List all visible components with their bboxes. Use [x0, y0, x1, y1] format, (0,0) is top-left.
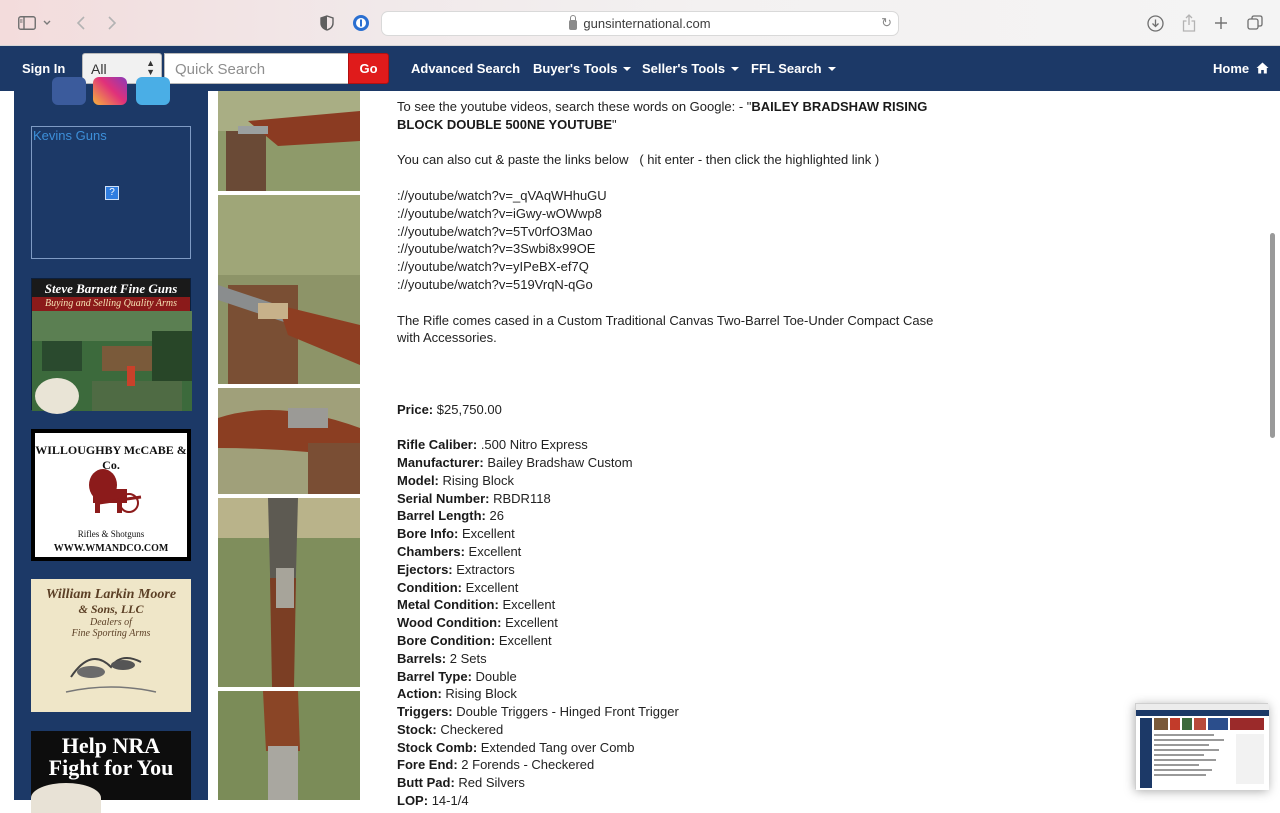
buyers-tools-label: Buyer's Tools — [533, 61, 618, 76]
spec-row — [397, 703, 977, 721]
listing-description — [397, 98, 977, 810]
advanced-search-link[interactable]: Advanced Search — [411, 61, 521, 76]
rifle-photo-3[interactable] — [218, 388, 360, 494]
kevins-guns-ad[interactable] — [31, 126, 191, 259]
spec-value: Excellent — [465, 579, 519, 595]
spec-label: Wood Condition: — [397, 615, 502, 631]
price-label: Price: — [397, 401, 434, 417]
download-icon[interactable] — [1144, 12, 1166, 34]
youtube-link: ://youtube/watch?v=iGwy-wOWwp8 — [397, 205, 602, 221]
quick-search-input[interactable]: Quick Search — [164, 53, 349, 84]
spec-label: Model: — [397, 472, 439, 488]
rifle-photo-1[interactable] — [218, 91, 360, 191]
spec-label: Condition: — [397, 579, 462, 595]
go-button[interactable]: Go — [348, 53, 389, 84]
spec-value: Excellent — [505, 615, 558, 631]
spec-value: Rising Block — [442, 472, 515, 488]
spec-value: 26 — [489, 508, 504, 524]
ffl-search-menu[interactable] — [751, 61, 836, 76]
password-icon[interactable] — [350, 12, 372, 34]
spec-label: Triggers: — [397, 704, 453, 720]
spec-row — [397, 792, 977, 810]
price-value: $25,750.00 — [436, 401, 502, 417]
spec-value: Extended Tang over Comb — [480, 739, 635, 755]
willoughby-mccabe-ad[interactable] — [31, 429, 191, 561]
home-label: Home — [1213, 61, 1250, 76]
spec-value: .500 Nitro Express — [480, 437, 588, 453]
eagle-image — [31, 783, 101, 813]
spec-label: Bore Info: — [397, 526, 459, 542]
spec-row — [397, 739, 977, 757]
spec-row — [397, 721, 977, 739]
youtube-intro — [397, 98, 972, 134]
spec-row — [397, 650, 977, 668]
moore-title-1: William Larkin Moore — [45, 587, 177, 602]
intro-prefix: To see the youtube videos, search these words on Google: - " — [397, 99, 752, 114]
spec-value: Double Triggers - Hinged Front Trigger — [456, 704, 679, 720]
spec-value: Extractors — [456, 561, 515, 577]
links-note: You can also cut & paste the links below ( hit enter - then click the highlighted link ) — [397, 152, 880, 168]
spec-label: LOP: — [397, 793, 429, 809]
spec-label: Metal Condition: — [397, 597, 499, 613]
spec-label: Bore Condition: — [397, 632, 496, 648]
spec-value: 2 Sets — [449, 650, 487, 666]
home-link[interactable] — [1213, 61, 1269, 76]
broken-image-icon: ? — [105, 186, 119, 200]
barnett-title: Steve Barnett Fine Guns — [32, 279, 190, 297]
screenshot-thumbnail[interactable] — [1135, 703, 1268, 789]
spec-value: Excellent — [462, 526, 515, 542]
spec-value: 14-1/4 — [431, 793, 469, 809]
spec-value: Excellent — [502, 597, 556, 613]
sellers-tools-menu[interactable] — [642, 61, 739, 76]
spec-value: Red Silvers — [458, 775, 525, 791]
price-row — [397, 401, 977, 419]
spec-row — [397, 685, 977, 703]
intro-search-terms: BAILEY BRADSHAW RISING BLOCK DOUBLE 500NE YOUTUBE — [397, 99, 928, 132]
spec-value: Checkered — [440, 721, 504, 737]
back-icon[interactable] — [70, 12, 92, 34]
spec-row — [397, 614, 977, 632]
moore-sub-1: Dealers of — [90, 617, 132, 628]
spec-value: Bailey Bradshaw Custom — [487, 454, 633, 470]
share-icon[interactable] — [1178, 12, 1200, 34]
moore-title-2: & Sons, LLC — [78, 602, 144, 616]
rifle-photo-2[interactable] — [218, 195, 360, 384]
moore-sub-2: Fine Sporting Arms — [71, 628, 151, 639]
instagram-icon[interactable] — [93, 77, 127, 105]
spec-value: 2 Forends - Checkered — [461, 757, 595, 773]
spec-label: Ejectors: — [397, 561, 453, 577]
shield-icon[interactable] — [316, 12, 338, 34]
nra-line-2: Fight for You — [48, 755, 174, 780]
spec-label: Manufacturer: — [397, 454, 484, 470]
spec-value: Double — [475, 668, 517, 684]
spec-label: Serial Number: — [397, 490, 490, 506]
buyers-tools-menu[interactable] — [533, 61, 631, 76]
spec-value: RBDR118 — [493, 490, 551, 506]
spec-row — [397, 490, 977, 508]
browser-toolbar — [0, 0, 1280, 46]
lock-icon — [569, 20, 577, 30]
spec-row — [397, 579, 977, 597]
sellers-tools-label: Seller's Tools — [642, 61, 726, 76]
lion-cannon-logo — [79, 459, 143, 521]
url-text: gunsinternational.com — [583, 16, 711, 31]
sidebar-icon[interactable] — [16, 12, 38, 34]
youtube-link: ://youtube/watch?v=5Tv0rfO3Mao — [397, 223, 593, 239]
spec-list — [397, 436, 977, 810]
youtube-link: ://youtube/watch?v=3Swbi8x99OE — [397, 241, 596, 257]
william-larkin-moore-ad[interactable] — [31, 579, 191, 712]
social-links — [52, 91, 182, 105]
spec-value: Excellent — [498, 632, 552, 648]
barnett-subtitle: Buying and Selling Quality Arms — [32, 297, 190, 311]
spec-row — [397, 596, 977, 614]
spec-row — [397, 632, 977, 650]
spec-label: Chambers: — [397, 543, 465, 559]
forward-icon[interactable] — [101, 12, 123, 34]
spec-row — [397, 454, 977, 472]
spec-row — [397, 472, 977, 490]
rifle-photo-5[interactable] — [218, 691, 360, 800]
willoughby-url: WWW.WMANDCO.COM — [53, 543, 169, 554]
ducks-illustration — [61, 637, 161, 697]
spec-row — [397, 436, 977, 454]
kevins-guns-label: Kevins Guns — [33, 128, 107, 143]
youtube-link: ://youtube/watch?v=519VrqN-qGo — [397, 276, 593, 292]
willoughby-panel — [35, 433, 187, 557]
page-scrollbar[interactable] — [1270, 233, 1275, 438]
spec-label: Rifle Caliber: — [397, 437, 478, 453]
ffl-search-label: FFL Search — [751, 61, 822, 76]
spec-label: Stock Comb: — [397, 739, 478, 755]
category-select-value: All — [91, 61, 107, 77]
case-note: The Rifle comes cased in a Custom Traditional Canvas Two-Barrel Toe-Under Compact Case with Accessories. — [397, 312, 934, 346]
spec-row — [397, 774, 977, 792]
facebook-icon[interactable] — [52, 77, 86, 105]
spec-label: Stock: — [397, 721, 437, 737]
willoughby-title: WILLOUGHBY McCABE & Co. — [35, 443, 187, 472]
tabs-icon[interactable] — [1244, 12, 1266, 34]
spec-row — [397, 668, 977, 686]
spec-value: Rising Block — [445, 686, 517, 702]
willoughby-subtitle: Rifles & Shotguns — [77, 529, 145, 539]
caret-down-icon — [623, 67, 631, 71]
rifle-photo-4[interactable] — [218, 498, 360, 687]
spec-row — [397, 543, 977, 561]
spec-label: Action: — [397, 686, 442, 702]
thumbnail-preview — [1136, 704, 1269, 790]
spec-value: Excellent — [468, 543, 522, 559]
spec-label: Butt Pad: — [397, 775, 455, 791]
spec-row — [397, 525, 977, 543]
intro-suffix: " — [612, 116, 617, 132]
steve-barnett-ad[interactable] — [31, 278, 191, 410]
spec-label: Fore End: — [397, 757, 458, 773]
youtube-link: ://youtube/watch?v=_qVAqWHhuGU — [397, 187, 607, 203]
store-photo — [32, 311, 192, 411]
spec-row — [397, 561, 977, 579]
spec-label: Barrels: — [397, 650, 447, 666]
spec-row — [397, 756, 977, 774]
address-bar[interactable] — [381, 11, 899, 36]
sign-in-link[interactable]: Sign In — [22, 61, 66, 76]
spec-label: Barrel Length: — [397, 508, 486, 524]
plus-icon[interactable] — [1210, 12, 1232, 34]
nra-ad[interactable] — [31, 731, 191, 800]
caret-down-icon — [828, 67, 836, 71]
twitter-icon[interactable] — [136, 77, 170, 105]
youtube-link: ://youtube/watch?v=yIPeBX-ef7Q — [397, 259, 589, 275]
nra-line-1: Help NRA — [61, 733, 161, 758]
spec-row — [397, 507, 977, 525]
home-icon — [1256, 62, 1269, 74]
spec-label: Barrel Type: — [397, 668, 472, 684]
chevron-down-icon[interactable] — [40, 12, 54, 34]
select-arrows-icon: ▲ ▼ — [146, 58, 155, 77]
reload-icon[interactable]: ↻ — [881, 15, 892, 30]
caret-down-icon — [731, 67, 739, 71]
